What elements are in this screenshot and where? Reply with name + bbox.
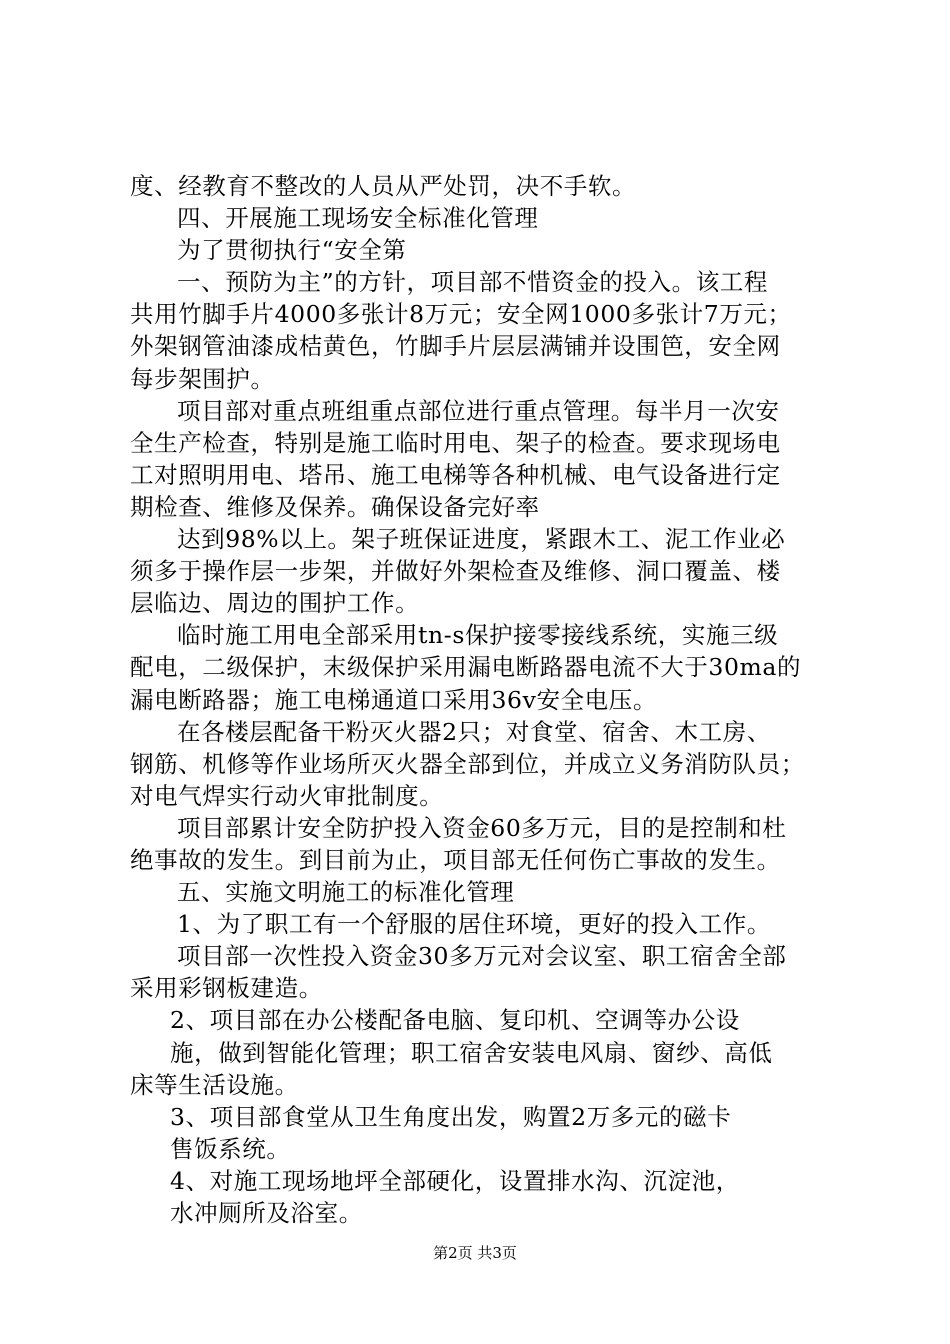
text-line: 四、开展施工现场安全标准化管理	[177, 204, 539, 233]
text-line: 五、实施文明施工的标准化管理	[177, 878, 515, 907]
text-line: 工对照明用电、塔吊、施工电梯等各种机械、电气设备进行定	[130, 460, 781, 489]
text-line: 采用彩钢板建造。	[130, 974, 323, 1003]
text-line: 施，做到智能化管理；职工宿舍安装电风扇、窗纱、高低	[170, 1038, 773, 1067]
text-line: 项目部累计安全防护投入资金60多万元，目的是控制和杜	[177, 813, 787, 842]
text-line: 水冲厕所及浴室。	[170, 1199, 363, 1227]
text-line: 为了贯彻执行“安全第	[177, 236, 407, 265]
text-line: 绝事故的发生。到目前为止，项目部无任何伤亡事故的发生。	[130, 845, 781, 874]
text-line: 达到98%以上。架子班保证进度，紧跟木工、泥工作业必	[177, 525, 786, 554]
page-number-label: 第2页 共3页	[433, 1244, 517, 1262]
text-line: 一、预防为主”的方针，项目部不惜资金的投入。该工程	[177, 268, 769, 297]
text-line: 须多于操作层一步架，并做好外架检查及维修、洞口覆盖、楼	[130, 557, 781, 586]
text-line: 3、项目部食堂从卫生角度出发，购置2万多元的磁卡	[170, 1102, 732, 1131]
document-body	[130, 170, 830, 1229]
text-line: 漏电断路器；施工电梯通道口采用36v安全电压。	[130, 685, 657, 714]
text-line: 期检查、维修及保养。确保设备完好率	[130, 492, 540, 521]
text-line: 在各楼层配备干粉灭火器2只；对食堂、宿舍、木工房、	[177, 717, 771, 746]
text-line: 度、经教育不整改的人员从严处罚，决不手软。	[130, 172, 637, 200]
text-line: 4、对施工现场地坪全部硬化，设置排水沟、沉淀池，	[170, 1166, 740, 1195]
text-line: 临时施工用电全部采用tn-s保护接零接线系统，实施三级	[177, 621, 779, 650]
text-line: 配电，二级保护，末级保护采用漏电断路器电流不大于30ma的	[130, 653, 802, 682]
text-line: 每步架围护。	[130, 364, 275, 393]
text-line: 全生产检查，特别是施工临时用电、架子的检查。要求现场电	[130, 428, 781, 457]
text-line: 1、为了职工有一个舒服的居住环境，更好的投入工作。	[177, 910, 771, 939]
text-line: 钢筋、机修等作业场所灭火器全部到位，并成立义务消防队员；	[130, 749, 805, 778]
page-footer	[0, 1243, 950, 1263]
text-line: 项目部一次性投入资金30多万元对会议室、职工宿舍全部	[177, 942, 787, 971]
text-line: 售饭系统。	[170, 1134, 291, 1163]
text-line: 2、项目部在办公楼配备电脑、复印机、空调等办公设	[170, 1006, 740, 1035]
text-line: 外架钢管油漆成桔黄色，竹脚手片层层满铺并设围笆，安全网	[130, 332, 781, 361]
text-line: 层临边、周边的围护工作。	[130, 589, 420, 618]
text-line: 共用竹脚手片4000多张计8万元；安全网1000多张计7万元；	[130, 300, 792, 329]
text-line: 项目部对重点班组重点部位进行重点管理。每半月一次安	[177, 396, 780, 425]
text-line: 对电气焊实行动火审批制度。	[130, 781, 444, 810]
text-line: 床等生活设施。	[130, 1070, 299, 1099]
